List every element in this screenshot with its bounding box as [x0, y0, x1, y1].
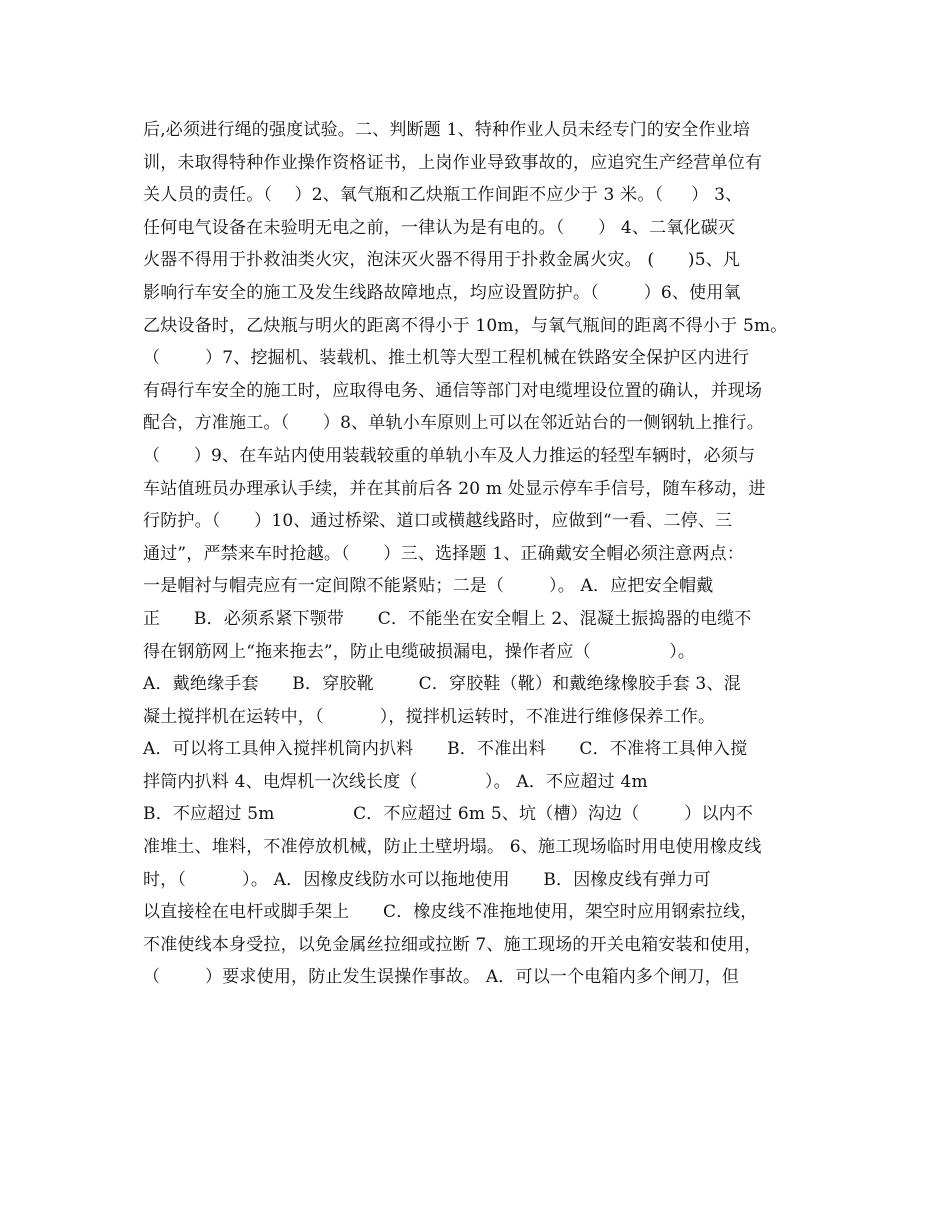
document-body [143, 114, 823, 994]
text-line: 正 B．必须系紧下颚带 C．不能坐在安全帽上 2、混凝土振捣器的电缆不 [143, 608, 752, 629]
text-line: 影响行车安全的施工及发生线路故障地点，均应设置防护。（ ）6、使用氧 [143, 282, 741, 303]
text-line: （ ）要求使用，防止发生误操作事故。 A．可以一个电箱内多个闸刀，但 [143, 967, 740, 988]
text-line: 火器不得用于扑救油类火灾，泡沫灭火器不得用于扑救金属火灾。 ( )5、凡 [143, 250, 741, 271]
text-line: 通过”，严禁来车时抢越。（ ）三、选择题 1、正确戴安全帽必须注意两点： [143, 543, 745, 564]
text-line: 配合，方准施工。（ ）8、单轨小车原则上可以在邻近站台的一侧钢轨上推行。 [143, 413, 764, 434]
text-line: 一是帽衬与帽壳应有一定间隙不能紧贴；二是（ ）。 A．应把安全帽戴 [143, 576, 714, 597]
text-line: 车站值班员办理承认手续，并在其前后各 20 m 处显示停车手信号，随车移动，进 [143, 478, 766, 499]
text-line: 乙炔设备时，乙炔瓶与明火的距离不得小于 10m，与氧气瓶间的距离不得小于 5m。 [143, 315, 788, 336]
text-line: 行防护。（ ）10、通过桥梁、道口或横越线路时，应做到“一看、二停、三 [143, 511, 733, 532]
text-line: 准堆土、堆料，不准停放机械，防止土壁坍塌。 6、施工现场临时用电使用橡皮线 [143, 837, 762, 858]
text-line: （ ）7、挖掘机、装载机、推土机等大型工程机械在铁路安全保护区内进行 [143, 348, 750, 369]
text-line: A．可以将工具伸入搅拌机筒内扒料 B．不准出料 C．不准将工具伸入搅 [143, 739, 748, 760]
text-line: 后,必须进行绳的强度试验。二、判断题 1、特种作业人员未经专门的安全作业培 [143, 120, 751, 140]
text-line: 凝土搅拌机在运转中，（ ），搅拌机运转时，不准进行维修保养工作。 [143, 706, 716, 727]
text-line: 拌筒内扒料 4、电焊机一次线长度（ ）。 A．不应超过 4m [143, 771, 648, 792]
text-line: （ ）9、在车站内使用装载较重的单轨小车及人力推运的轻型车辆时，必须与 [143, 445, 756, 466]
text-line: 训，未取得特种作业操作资格证书，上岗作业导致事故的，应追究生产经营单位有 [143, 152, 763, 173]
text-line: B．不应超过 5m C．不应超过 6m 5、坑（槽）沟边（ ）以内不 [143, 804, 754, 825]
text-line: 不准使线本身受拉，以免金属丝拉细或拉断 7、施工现场的开关电箱安装和使用， [143, 934, 762, 955]
text-line: 任何电气设备在未验明无电之前，一律认为是有电的。（ ） 4、二氧化碳灭 [143, 217, 736, 238]
text-line: 有碍行车安全的施工时，应取得电务、通信等部门对电缆埋设位置的确认，并现场 [143, 380, 763, 401]
text-line: 得在钢筋网上“拖来拖去”，防止电缆破损漏电，操作者应（ ）。 [143, 641, 696, 662]
text-line: 关人员的责任。（ ）2、氧气瓶和乙炔瓶工作间距不应少于 3 米。（ ） 3、 [143, 185, 743, 206]
text-line: A．戴绝缘手套 B．穿胶靴 C．穿胶鞋（靴）和戴绝缘橡胶手套 3、混 [143, 674, 741, 695]
text-line: 时，（ ）。 A．因橡皮线防水可以拖地使用 B．因橡皮线有弹力可 [143, 869, 711, 890]
text-line: 以直接栓在电杆或脚手架上 C．橡皮线不准拖地使用，架空时应用钢索拉线， [143, 902, 758, 923]
